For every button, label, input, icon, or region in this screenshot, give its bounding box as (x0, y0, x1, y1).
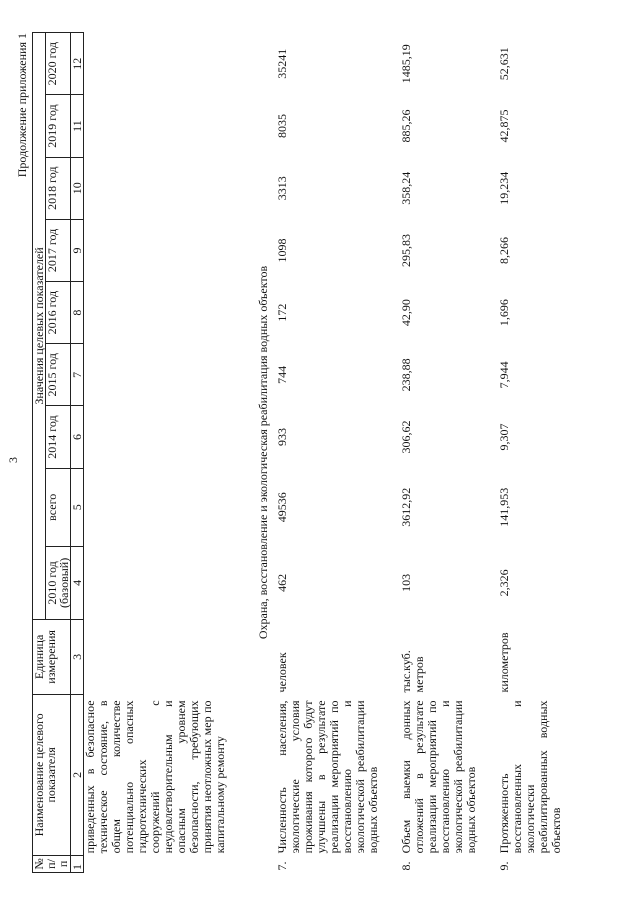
row-value-2015: 744 (275, 365, 289, 384)
header-year-2020: 2020 год (46, 33, 71, 95)
col-number: 9 (71, 219, 84, 281)
row-value-2015: 7,944 (497, 361, 511, 389)
row-indicator-name: Численность населения, экологические условия проживания которого будут улучшены в результате реализации мероприятий по восстановлению и экологической реабилитации водных объектов (275, 700, 380, 854)
col-number: 6 (71, 406, 84, 468)
row-value-2017: 295,83 (399, 233, 413, 267)
row-base-value: 462 (275, 573, 289, 592)
row-unit: человек (275, 652, 289, 693)
header-year-2014: 2014 год (46, 406, 71, 468)
row-total-value: 49536 (275, 492, 289, 523)
col-number: 10 (71, 157, 84, 219)
row-indicator-name: Протяженность восстановленных и экологически реабилитированных водных объектов (497, 700, 563, 854)
row-value-2018: 358,24 (399, 171, 413, 205)
target-indicators-table (32, 32, 563, 873)
row-value-2018: 3313 (275, 176, 289, 201)
table-row (400, 33, 498, 873)
row-value-2014: 306,62 (399, 420, 413, 454)
column-numbers-row (71, 33, 84, 873)
col-number: 1 (71, 855, 84, 872)
appendix-caption: Продолжение приложения 1 (15, 33, 29, 178)
row-value-2016: 172 (275, 303, 289, 322)
header-no: № п/п (33, 855, 71, 872)
row-value-2020: 1485,19 (399, 44, 413, 84)
section-row (247, 33, 276, 873)
header-year-2018: 2018 год (46, 157, 71, 219)
row-total-value: 141,953 (497, 487, 511, 527)
col-number: 5 (71, 468, 84, 546)
section-title: Охрана, восстановление и экологическая реабилитация водных объектов (256, 265, 270, 640)
header-unit: Единица измерения (33, 619, 71, 694)
row-unit: километров (497, 632, 511, 693)
row-no: 8. (399, 861, 413, 871)
continuation-text: приведенных в безопасное техническое состояние, в общем количестве потенциально опасных гидротехнических сооружений с неудовлетворительным и опасным уровнем безопасности, требующих принятия неотложных мер по капитальному ремонту (83, 700, 227, 854)
row-no: 7. (275, 861, 289, 871)
row-value-2014: 9,307 (497, 423, 511, 451)
table-row-continuation (84, 33, 248, 873)
page-number: 3 (6, 457, 20, 463)
header-year-2017: 2017 год (46, 219, 71, 281)
header-year-2015: 2015 год (46, 344, 71, 406)
row-value-2018: 19,234 (497, 171, 511, 205)
header-year-2019: 2019 год (46, 95, 71, 157)
row-value-2017: 1098 (275, 238, 289, 263)
row-unit: тыс.куб. метров (399, 650, 426, 693)
col-number: 11 (71, 95, 84, 157)
col-number: 7 (71, 344, 84, 406)
row-value-2019: 885,26 (399, 109, 413, 143)
row-value-2017: 8,266 (497, 236, 511, 264)
col-number: 2 (71, 694, 84, 855)
row-value-2016: 42,90 (399, 299, 413, 327)
header-year-2016: 2016 год (46, 282, 71, 344)
col-number: 3 (71, 619, 84, 694)
row-base-value: 2,326 (497, 569, 511, 597)
row-value-2014: 933 (275, 428, 289, 447)
header-total: всего (46, 468, 71, 546)
table-row (276, 33, 400, 873)
row-base-value: 103 (399, 573, 413, 592)
row-total-value: 3612,92 (399, 487, 413, 527)
col-number: 12 (71, 33, 84, 95)
row-indicator-name: Объем выемки донных отложений в результате реализации мероприятий по восстановлению и экологической реабилитации водных объектов (399, 700, 478, 854)
row-value-2019: 8035 (275, 114, 289, 139)
row-no: 9. (497, 861, 511, 871)
row-value-2019: 42,875 (497, 109, 511, 143)
row-value-2020: 35241 (275, 48, 289, 79)
col-number: 4 (71, 546, 84, 619)
header-values-group: Значения целевых показателей (33, 33, 46, 620)
row-value-2016: 1,696 (497, 299, 511, 327)
header-base-year: 2010 год (базовый) (46, 546, 71, 619)
table-row (498, 33, 563, 873)
col-number: 8 (71, 282, 84, 344)
row-value-2020: 52,631 (497, 47, 511, 81)
row-value-2015: 238,88 (399, 358, 413, 392)
header-name: Наименование целевого показателя (33, 694, 71, 855)
